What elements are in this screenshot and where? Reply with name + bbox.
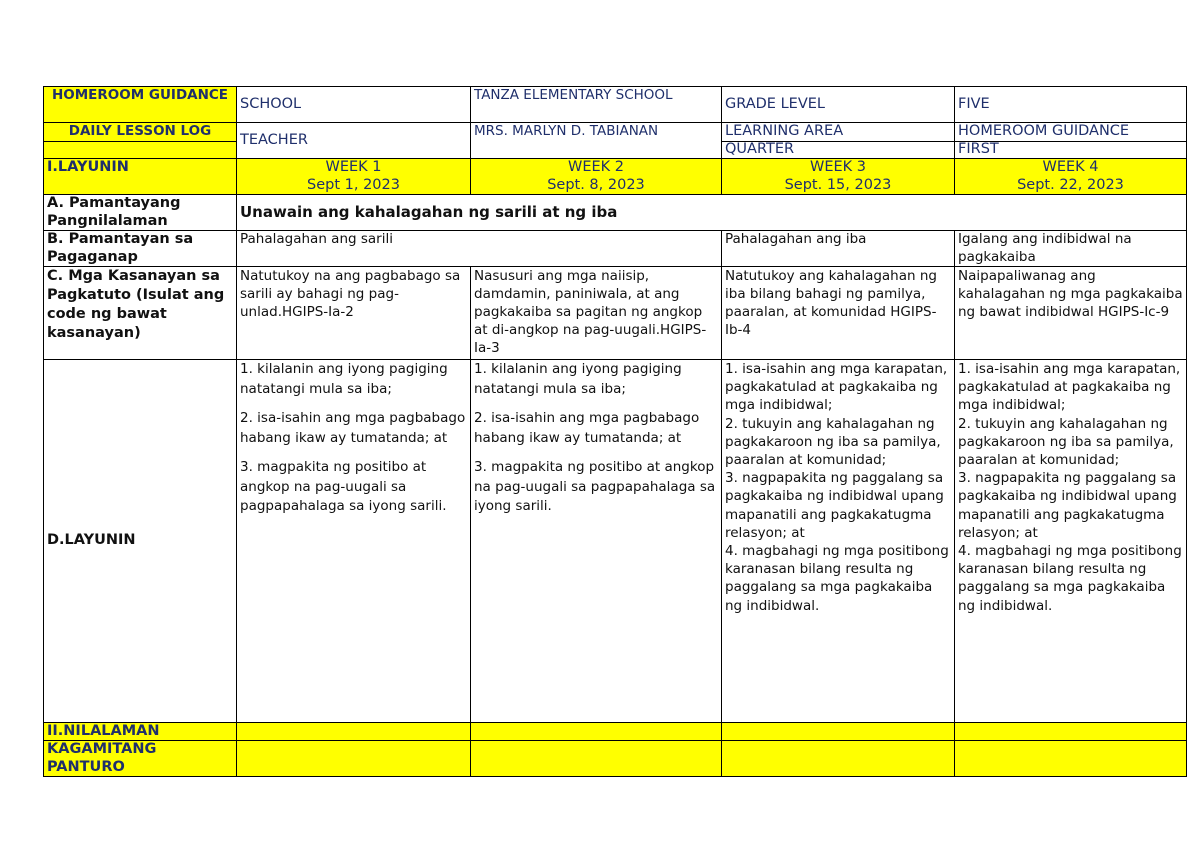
learning-area-value: HOMEROOM GUIDANCE [955, 123, 1187, 142]
row-c-label: C. Mga Kasanayan sa Pagkatuto (Isulat ang code ng bawat kasanayan) [44, 267, 237, 360]
row-b-week-3: Pahalagahan ang iba [722, 231, 955, 267]
kagamitan-week-4 [955, 741, 1187, 777]
week-4-header [955, 159, 1187, 195]
layunin-section-label: I.LAYUNIN [44, 159, 237, 195]
week-2-header [471, 159, 722, 195]
quarter-value: FIRST [955, 142, 1187, 159]
school-value: TANZA ELEMENTARY SCHOOL [471, 87, 722, 123]
row-d-week-4-item: 4. magbahagi ng mga positibong karanasan bilang resulta ng paggalang sa mga pagkakaiba ng indibidwal. [958, 543, 1182, 614]
row-b-weeks-1-2: Pahalagahan ang sarili [237, 231, 722, 267]
grade-level-value: FIVE [955, 87, 1187, 123]
row-d-week-4-item: 3. nagpapakita ng paggalang sa pagkakaiba ng indibidwal upang mapanatili ang pagkakatugma relasyon; at [958, 470, 1177, 541]
row-a-label: A. Pamantayang Pangnilalaman [44, 195, 237, 231]
row-d-week-4-item: 1. isa-isahin ang mga karapatan, pagkakatulad at pagkakaiba ng mga indibidwal; [958, 361, 1181, 414]
row-d-week-3-item: 1. isa-isahin ang mga karapatan, pagkakatulad at pagkakaiba ng mga indibidwal; [725, 361, 948, 414]
week-3-header [722, 159, 955, 195]
row-c-week-4: Naipapaliwanag ang kahalagahan ng mga pagkakaiba ng bawat indibidwal HGIPS-Ic-9 [955, 267, 1187, 360]
nilalaman-label: II.NILALAMAN [44, 723, 237, 741]
grade-level-label: GRADE LEVEL [722, 87, 955, 123]
week-4-label: WEEK 4 [1042, 159, 1099, 175]
row-b-week-4: Igalang ang indibidwal na pagkakaiba [955, 231, 1187, 267]
row-d-week-2-item: 3. magpakita ng positibo at angkop na pag-uugali sa pagpapahalaga sa iyong sarili. [474, 459, 716, 514]
week-3-label: WEEK 3 [809, 159, 866, 175]
row-d-week-3 [722, 360, 955, 723]
row-d-week-4 [955, 360, 1187, 723]
row-d-week-1-item: 1. kilalanin ang iyong pagiging natatangi mula sa iba; [240, 361, 448, 397]
week-2-label: WEEK 2 [567, 159, 624, 175]
nilalaman-week-4 [955, 723, 1187, 741]
row-a-content: Unawain ang kahalagahan ng sarili at ng iba [237, 195, 1187, 231]
row-d-week-3-item: 3. nagpapakita ng paggalang sa pagkakaiba ng indibidwal upang mapanatili ang pagkakatugma relasyon; at [725, 470, 944, 541]
row-d-week-2 [471, 360, 722, 723]
kagamitang-panturo-label: KAGAMITANG PANTURO [44, 741, 237, 777]
school-label: SCHOOL [237, 87, 471, 123]
row-d-week-2-item: 1. kilalanin ang iyong pagiging natatangi mula sa iba; [474, 361, 682, 397]
row-c-week-2: Nasusuri ang mga naiisip, damdamin, paniniwala, at ang pagkakaiba sa pagitan ng angkop at di-angkop na pag-uugali.HGIPS-Ia-3 [471, 267, 722, 360]
nilalaman-week-3 [722, 723, 955, 741]
week-1-date: Sept 1, 2023 [307, 176, 400, 193]
nilalaman-week-1 [237, 723, 471, 741]
row-d-week-1 [237, 360, 471, 723]
lesson-log-table [43, 86, 1187, 777]
row-d-label: D.LAYUNIN [44, 360, 237, 723]
kagamitan-week-1 [237, 741, 471, 777]
lesson-log-sheet [43, 86, 1187, 777]
row-d-week-2-item: 2. isa-isahin ang mga pagbabago habang ikaw ay tumatanda; at [474, 410, 700, 446]
row-b-label: B. Pamantayan sa Pagaganap [44, 231, 237, 267]
header-blank-cell [44, 142, 237, 159]
kagamitan-week-3 [722, 741, 955, 777]
row-c-week-1: Natutukoy na ang pagbabago sa sarili ay bahagi ng pag-unlad.HGIPS-Ia-2 [237, 267, 471, 360]
nilalaman-week-2 [471, 723, 722, 741]
week-1-label: WEEK 1 [325, 159, 382, 175]
header-title-line2: DAILY LESSON LOG [44, 123, 237, 142]
row-d-week-4-item: 2. tukuyin ang kahalagahan ng pagkakaroon ng iba sa pamilya, paaralan at komunidad; [958, 415, 1174, 469]
teacher-label: TEACHER [237, 123, 471, 159]
kagamitan-week-2 [471, 741, 722, 777]
week-1-header [237, 159, 471, 195]
week-2-date: Sept. 8, 2023 [547, 176, 645, 193]
row-d-week-3-item: 2. tukuyin ang kahalagahan ng pagkakaroon ng iba sa pamilya, paaralan at komunidad; [725, 415, 941, 469]
row-c-week-3: Natutukoy ang kahalagahan ng iba bilang bahagi ng pamilya, paaralan, at komunidad HGIPS-Ib-4 [722, 267, 955, 360]
learning-area-label: LEARNING AREA [722, 123, 955, 142]
teacher-value: MRS. MARLYN D. TABIANAN [471, 123, 722, 159]
week-3-date: Sept. 15, 2023 [784, 176, 892, 193]
header-title-line1: HOMEROOM GUIDANCE [44, 87, 237, 123]
row-d-week-1-item: 3. magpakita ng positibo at angkop na pag-uugali sa pagpapahalaga sa iyong sarili. [240, 459, 447, 514]
row-d-week-3-item: 4. magbahagi ng mga positibong karanasan bilang resulta ng paggalang sa mga pagkakaiba ng indibidwal. [725, 543, 949, 614]
week-4-date: Sept. 22, 2023 [1017, 176, 1124, 193]
row-d-week-1-item: 2. isa-isahin ang mga pagbabago habang ikaw ay tumatanda; at [240, 410, 466, 446]
quarter-label: QUARTER [722, 142, 955, 159]
